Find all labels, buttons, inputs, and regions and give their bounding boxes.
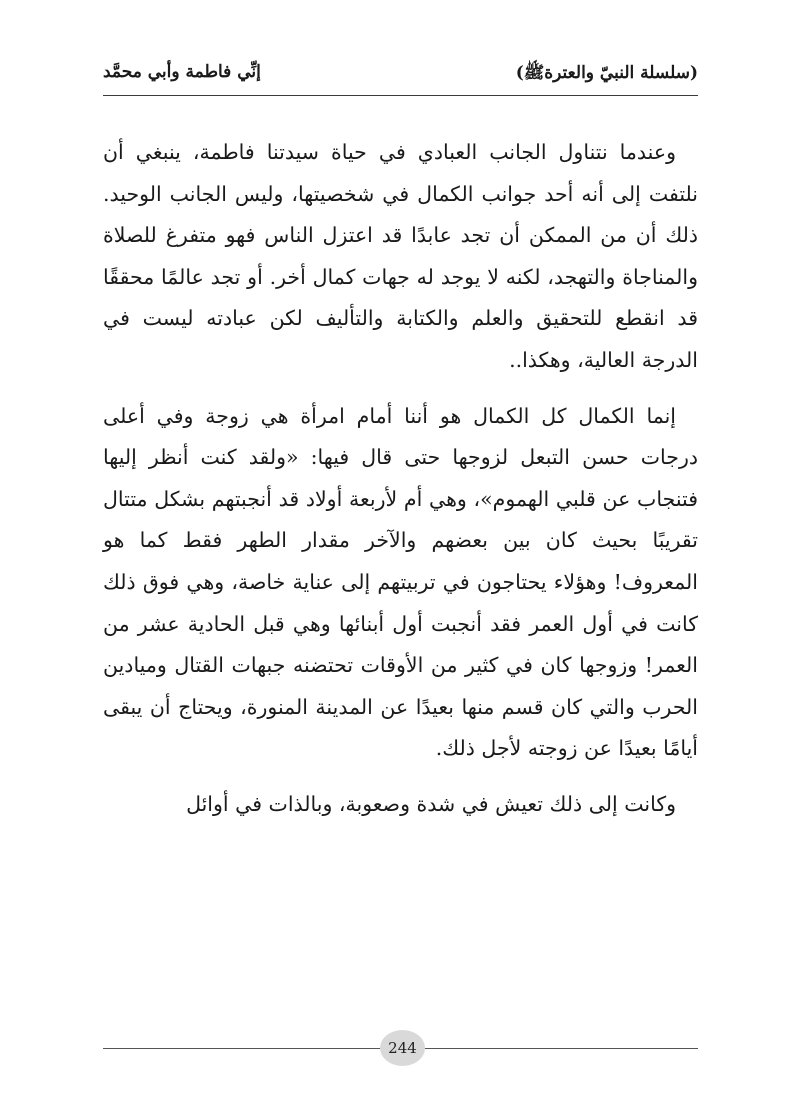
footer-divider-right <box>425 1048 698 1049</box>
chapter-title: إنِّي فاطمة وأبي محمَّد <box>103 62 261 82</box>
paragraph: وكانت إلى ذلك تعيش في شدة وصعوبة، وبالذات في أوائل <box>186 791 676 816</box>
page-number-badge: 244 <box>380 1030 425 1066</box>
running-header <box>103 58 698 92</box>
paragraph: وعندما نتناول الجانب العبادي في حياة سيدتنا فاطمة، ينبغي أن نلتفت إلى أنه أحد جوانب الكمال في شخصيتها، وليس الجانب الوحيد. ذلك أن من الممكن أن تجد عابدًا قد اعتزل الناس فهو متفرغ للصلاة والمناجاة والتهجد، لكنه لا يوجد له جهات كمال أخر. أو تجد عالمًا محققًا قد انقطع للتحقيق والعلم والكتابة والتأليف لكن عبادته ليست في الدرجة العالية، وهكذا.. <box>103 140 698 372</box>
body-text <box>103 132 698 840</box>
footer-divider-left <box>103 1048 380 1049</box>
series-title: (سلسلة النبيّ والعترةﷺ) <box>515 63 698 83</box>
header-divider <box>103 95 698 96</box>
paragraph: إنما الكمال كل الكمال هو أننا أمام امرأة هي زوجة وفي أعلى درجات حسن التبعل لزوجها حتى قال فيها: «ولقد كنت أنظر إليها فتنجاب عن قلبي الهموم»، وهي أم لأربعة أولاد قد أنجبتهم بشكل متتال تقريبًا بحيث كان بين بعضهم والآخر مقدار الطهر فقط كما هو المعروف! وهؤلاء يحتاجون في تربيتهم إلى عناية خاصة، وهي فوق ذلك كانت في أول العمر فقد أنجبت أول أبنائها وهي قبل الحادية عشر من العمر! وزوجها كان في كثير من الأوقات تحتضنه جبهات القتال وميادين الحرب والتي كان قسم منها بعيدًا عن المدينة المنورة، ويحتاج أن يبقى أيامًا بعيدًا عن زوجته لأجل ذلك. <box>103 403 698 761</box>
